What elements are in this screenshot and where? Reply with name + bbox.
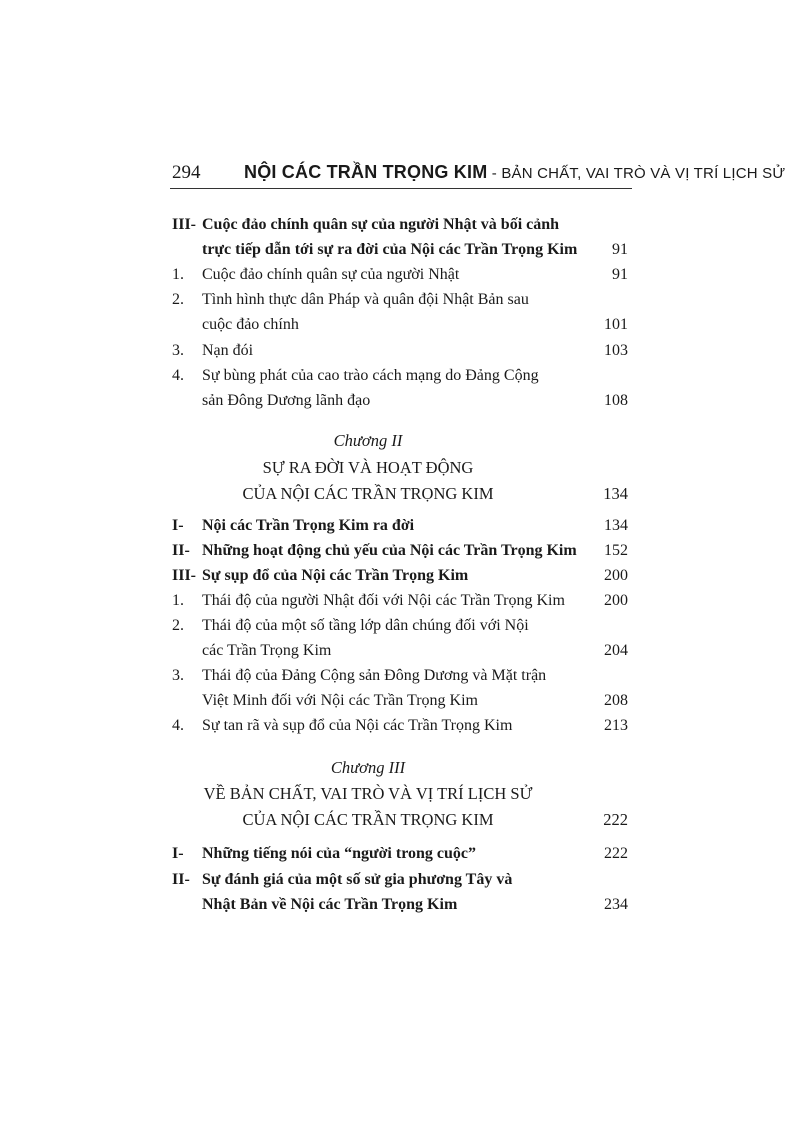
entry-page: 234 — [604, 896, 628, 913]
entry-page: 204 — [604, 642, 628, 659]
toc-entry-ch2-item-1 — [172, 589, 628, 613]
entry-title-line2: trực tiếp dẫn tới sự ra đời của Nội các Trần Trọng Kim — [202, 241, 578, 258]
toc-entry-item-2-cont — [172, 313, 628, 337]
entry-label: II- — [172, 871, 190, 888]
entry-page: 213 — [604, 717, 628, 734]
chapter-2-title-line2 — [172, 481, 628, 507]
entry-label: 4. — [172, 367, 184, 384]
entry-label: I- — [172, 517, 184, 534]
book-subtitle: - BẢN CHẤT, VAI TRÒ VÀ VỊ TRÍ LỊCH SỬ — [487, 165, 786, 182]
chapter-title-text: CỦA NỘI CÁC TRẦN TRỌNG KIM — [242, 484, 494, 503]
entry-title-line2: cuộc đảo chính — [202, 316, 299, 333]
toc-entry-ch2-item-4 — [172, 714, 628, 738]
entry-title-line1: Thái độ của một số tầng lớp dân chúng đối với Nội — [202, 617, 529, 634]
chapter-3-title-line2 — [172, 807, 628, 833]
entry-page: 108 — [604, 392, 628, 409]
entry-title-line2: các Trần Trọng Kim — [202, 642, 332, 659]
entry-label: I- — [172, 845, 184, 862]
entry-label: III- — [172, 567, 197, 584]
toc-entry-item-2 — [172, 288, 628, 312]
toc-entry-item-1 — [172, 263, 628, 287]
toc-entry-ch2-II — [172, 539, 628, 563]
entry-label: 4. — [172, 717, 184, 734]
chapter-3-label — [172, 755, 628, 781]
entry-page: 91 — [612, 241, 628, 258]
chapter-title-text: SỰ RA ĐỜI VÀ HOẠT ĐỘNG — [262, 458, 474, 477]
entry-page: 134 — [603, 484, 628, 503]
chapter-2-label — [172, 428, 628, 454]
entry-title-line1: Thái độ của Đảng Cộng sản Đông Dương và Mặt trận — [202, 667, 547, 684]
entry-title: Thái độ của người Nhật đối với Nội các Trần Trọng Kim — [202, 592, 565, 609]
entry-page: 222 — [604, 845, 628, 862]
toc-entry-ch2-item-3 — [172, 664, 628, 688]
entry-label: 3. — [172, 667, 184, 684]
chapter-title-text: CỦA NỘI CÁC TRẦN TRỌNG KIM — [242, 810, 494, 829]
entry-label: 1. — [172, 266, 184, 283]
page-number: 294 — [172, 162, 201, 183]
entry-page: 101 — [604, 316, 628, 333]
toc-entry-ch3-I — [172, 842, 628, 866]
entry-label: 1. — [172, 592, 184, 609]
chapter-label-text: Chương II — [333, 431, 403, 450]
toc-entry-section-III — [172, 213, 628, 237]
chapter-title-text: VỀ BẢN CHẤT, VAI TRÒ VÀ VỊ TRÍ LỊCH SỬ — [203, 784, 533, 803]
entry-title-line1: Cuộc đảo chính quân sự của người Nhật và bối cảnh — [202, 216, 560, 233]
entry-page: 103 — [604, 342, 628, 359]
entry-page: 208 — [604, 692, 628, 709]
entry-title-line2: Nhật Bản về Nội các Trần Trọng Kim — [202, 896, 458, 913]
entry-title-line2: sản Đông Dương lãnh đạo — [202, 392, 371, 409]
entry-label: 3. — [172, 342, 184, 359]
entry-title: Sự tan rã và sụp đổ của Nội các Trần Trọng Kim — [202, 717, 513, 734]
entry-label: II- — [172, 542, 190, 559]
entry-page: 200 — [604, 592, 628, 609]
entry-title: Những hoạt động chủ yếu của Nội các Trần Trọng Kim — [202, 542, 577, 559]
toc-entry-ch3-II-cont — [172, 893, 628, 917]
entry-label: 2. — [172, 291, 184, 308]
entry-page: 91 — [612, 266, 628, 283]
running-title — [244, 162, 785, 183]
chapter-3-title-line1 — [172, 781, 628, 807]
header-rule — [170, 188, 632, 189]
entry-label: 2. — [172, 617, 184, 634]
toc-entry-ch3-II — [172, 868, 628, 892]
book-title: NỘI CÁC TRẦN TRỌNG KIM — [244, 162, 488, 182]
chapter-2-title-line1 — [172, 455, 628, 481]
toc-entry-ch2-item-3-cont — [172, 689, 628, 713]
toc-entry-item-4-cont — [172, 389, 628, 413]
toc-entry-ch2-I — [172, 514, 628, 538]
entry-title-line1: Sự bùng phát của cao trào cách mạng do Đảng Cộng — [202, 367, 539, 384]
entry-title: Những tiếng nói của “người trong cuộc” — [202, 845, 477, 862]
entry-title-line2: Việt Minh đối với Nội các Trần Trọng Kim — [202, 692, 478, 709]
toc-entry-section-III-cont — [172, 238, 628, 262]
entry-page: 222 — [603, 810, 628, 829]
toc-entry-ch2-item-2-cont — [172, 639, 628, 663]
toc-entry-item-4 — [172, 364, 628, 388]
entry-title-line1: Sự đánh giá của một số sử gia phương Tây và — [202, 871, 513, 888]
toc-entry-item-3 — [172, 339, 628, 363]
chapter-label-text: Chương III — [330, 758, 406, 777]
entry-title: Cuộc đảo chính quân sự của người Nhật — [202, 266, 460, 283]
entry-title: Nạn đói — [202, 342, 254, 359]
entry-title: Nội các Trần Trọng Kim ra đời — [202, 517, 415, 534]
entry-page: 152 — [604, 542, 628, 559]
entry-label: III- — [172, 216, 197, 233]
toc-entry-ch2-III — [172, 564, 628, 588]
entry-title: Sự sụp đổ của Nội các Trần Trọng Kim — [202, 567, 469, 584]
entry-page: 200 — [604, 567, 628, 584]
entry-title-line1: Tình hình thực dân Pháp và quân đội Nhật Bản sau — [202, 291, 529, 308]
entry-page: 134 — [604, 517, 628, 534]
toc-entry-ch2-item-2 — [172, 614, 628, 638]
